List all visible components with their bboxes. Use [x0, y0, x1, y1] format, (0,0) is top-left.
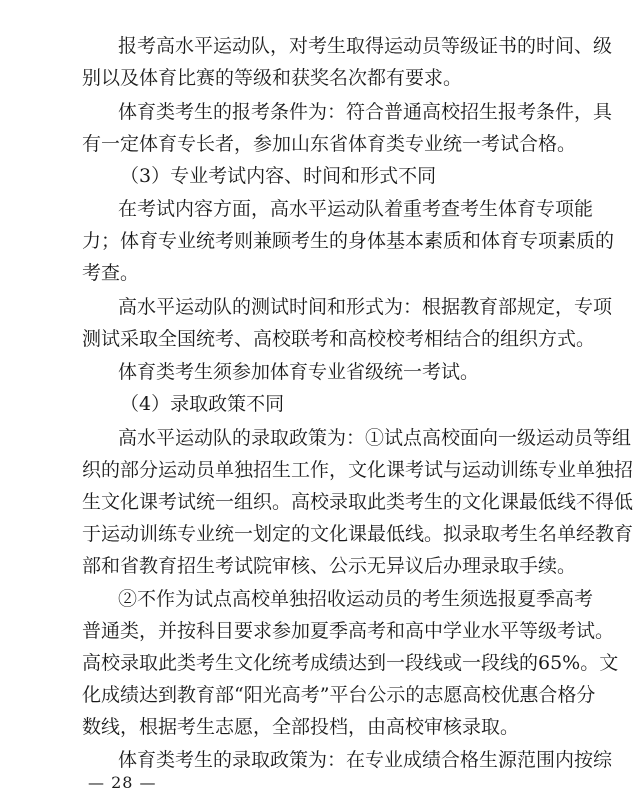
text-line: 高水平运动队的测试时间和形式为：根据教育部规定，专项: [118, 296, 613, 318]
text-line: 力；体育专业统考则兼顾考生的身体基本素质和体育专项素质的: [82, 230, 615, 252]
text-line: 生文化课考试统一组织。高校录取此类考生的文化课最低线不得低: [82, 491, 634, 513]
text-line: 有一定体育专长者，参加山东省体育类专业统一考试合格。: [82, 133, 577, 155]
text-line: 普通类，并按科目要求参加夏季高考和高中学业水平等级考试。: [82, 620, 615, 642]
text-line: 部和省教育招生考试院审核、公示无异议后办理录取手续。: [82, 555, 577, 577]
text-line: 高水平运动队的录取政策为：①试点高校面向一级运动员等组: [118, 427, 632, 449]
text-line: 体育类考生的报考条件为：符合普通高校招生报考条件，具: [118, 101, 613, 123]
text-line: 在考试内容方面，高水平运动队着重考查考生体育专项能: [118, 198, 594, 220]
text-line: 高校录取此类考生文化统考成绩达到一段线或一段线的65%。文: [82, 652, 619, 674]
text-line: ②不作为试点高校单独招收运动员的考生须选报夏季高考: [118, 588, 594, 610]
page-number: — 28 —: [88, 773, 157, 792]
text-line: 织的部分运动员单独招生工作，文化课考试与运动训练专业单独招: [82, 459, 634, 481]
text-line: 别以及体育比赛的等级和获奖名次都有要求。: [82, 67, 463, 89]
text-line: 化成绩达到教育部“阳光高考”平台公示的志愿高校优惠合格分: [82, 684, 596, 706]
text-line: 报考高水平运动队，对考生取得运动员等级证书的时间、级: [118, 35, 613, 57]
text-line: 体育类考生的录取政策为：在专业成绩合格生源范围内按综: [118, 749, 613, 771]
section-heading: （3）专业考试内容、时间和形式不同: [120, 165, 437, 187]
text-line: 体育类考生须参加体育专业省级统一考试。: [118, 361, 480, 383]
text-line: 于运动训练专业统一划定的文化课最低线。拟录取考生名单经教育: [82, 523, 634, 545]
text-line: 考查。: [82, 262, 140, 284]
section-heading: （4）录取政策不同: [120, 393, 285, 415]
text-line: 数线，根据考生志愿，全部投档，由高校审核录取。: [82, 716, 520, 738]
text-line: 测试采取全国统考、高校联考和高校校考相结合的组织方式。: [82, 328, 596, 350]
